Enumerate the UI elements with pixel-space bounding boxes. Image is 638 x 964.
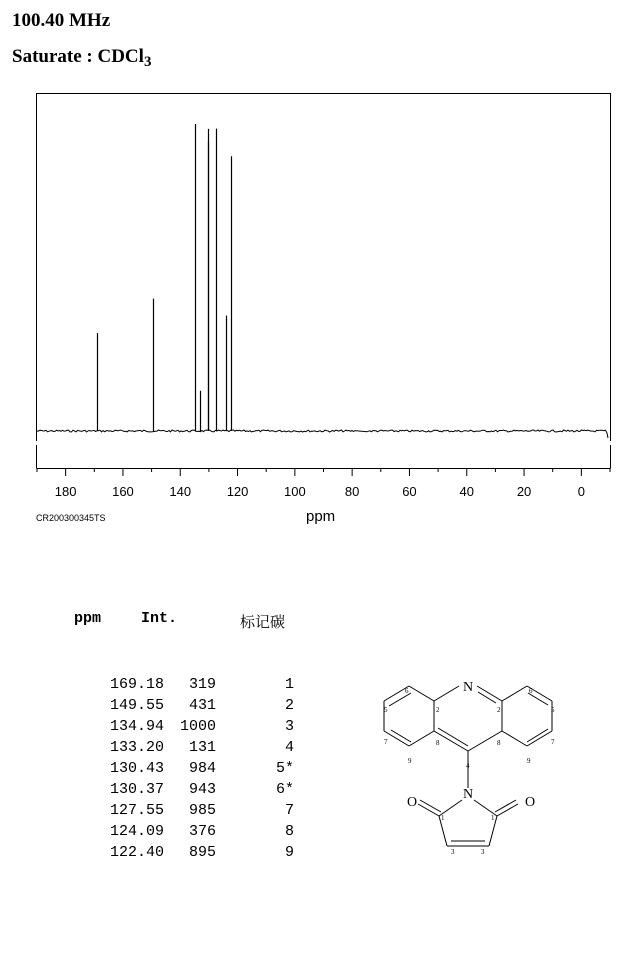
ring-label-3-right: 3 xyxy=(481,848,485,856)
peak-table-row xyxy=(84,802,294,823)
x-tick-label: 40 xyxy=(459,484,474,499)
atom-oxygen-left: O xyxy=(406,795,418,810)
carbon-label: 3 xyxy=(284,718,294,735)
carbon-label: 9 xyxy=(284,844,294,861)
atom-nitrogen-ring: N xyxy=(462,680,474,695)
carbon-label: 8 xyxy=(284,823,294,840)
peak-intensity: 1000 xyxy=(179,718,216,735)
ring-label-5-left: 5 xyxy=(384,706,388,714)
x-tick-label: 60 xyxy=(402,484,417,499)
x-axis-ticks xyxy=(37,469,610,477)
x-tick-label: 100 xyxy=(283,484,306,499)
ring-label-5-right: 5 xyxy=(551,706,555,714)
solvent-name: Saturate : CDCl xyxy=(12,46,144,67)
axis-gap xyxy=(36,441,612,471)
carbon-label: 1 xyxy=(284,676,294,693)
x-axis-tick-labels xyxy=(55,484,585,499)
carbon-label: 6* xyxy=(275,781,294,798)
peak-ppm: 130.43 xyxy=(109,760,164,777)
peak-intensity: 376 xyxy=(188,823,216,840)
peak-intensity: 131 xyxy=(188,739,216,756)
x-tick-label: 120 xyxy=(226,484,249,499)
x-tick-label: 140 xyxy=(169,484,192,499)
ring-label-3-left: 3 xyxy=(451,848,455,856)
spectrum-baseline xyxy=(37,430,608,438)
atom-nitrogen-imide: N xyxy=(462,787,474,802)
ring-label-2-left: 2 xyxy=(436,706,440,714)
solvent-subscript: 3 xyxy=(143,54,152,70)
ring-label-4: 4 xyxy=(466,762,470,770)
x-tick-label: 180 xyxy=(54,484,77,499)
table-header-ppm: ppm xyxy=(74,610,102,627)
x-tick-label: 20 xyxy=(516,484,532,499)
carbon-label: 5* xyxy=(275,760,294,777)
peak-ppm: 169.18 xyxy=(109,676,164,693)
x-axis-label: ppm xyxy=(306,508,336,525)
ring-label-2-right: 2 xyxy=(497,706,501,714)
peak-intensity: 984 xyxy=(188,760,216,777)
ring-label-9-right: 9 xyxy=(527,757,531,765)
peak-ppm: 124.09 xyxy=(109,823,164,840)
peak-table-row xyxy=(84,718,294,739)
ring-label-1-right: 1 xyxy=(491,814,495,822)
table-header-intensity: Int. xyxy=(141,610,178,627)
peak-intensity: 431 xyxy=(188,697,216,714)
ring-label-7-right: 7 xyxy=(551,738,555,746)
spectrum-peaks xyxy=(98,124,232,431)
peak-table-row xyxy=(84,823,294,844)
peak-table-row xyxy=(84,844,294,865)
peak-ppm: 149.55 xyxy=(109,697,164,714)
x-tick-label: 80 xyxy=(344,484,360,499)
peak-ppm: 133.20 xyxy=(109,739,164,756)
peak-intensity: 985 xyxy=(188,802,216,819)
peak-table-row xyxy=(84,739,294,760)
peak-intensity: 319 xyxy=(188,676,216,693)
carbon-label: 7 xyxy=(284,802,294,819)
peak-table-row xyxy=(84,697,294,718)
peak-intensity: 895 xyxy=(188,844,216,861)
x-tick-label: 0 xyxy=(577,484,585,499)
peak-table-row xyxy=(84,760,294,781)
peak-intensity: 943 xyxy=(188,781,216,798)
ring-label-9-left: 9 xyxy=(408,757,412,765)
spectrometer-frequency: 100.40 MHz xyxy=(12,10,111,31)
plot-frame xyxy=(37,94,611,469)
carbon-label: 4 xyxy=(284,739,294,756)
table-header-carbon-label: 标记碳 xyxy=(240,613,286,631)
structure-labels xyxy=(384,680,555,856)
peak-ppm: 127.55 xyxy=(109,802,164,819)
peak-table-row xyxy=(84,676,294,697)
atom-oxygen-right: O xyxy=(524,795,536,810)
sample-code: CR200300345TS xyxy=(36,513,106,523)
peak-ppm: 130.37 xyxy=(109,781,164,798)
molecule-structure xyxy=(360,660,580,870)
ring-label-8-left: 8 xyxy=(436,739,440,747)
ring-label-1-left: 1 xyxy=(441,814,445,822)
x-tick-label: 160 xyxy=(112,484,134,499)
peak-table-row xyxy=(84,781,294,802)
ring-label-6-right: 6 xyxy=(529,687,533,695)
peak-ppm: 122.40 xyxy=(109,844,164,861)
peak-table xyxy=(84,676,294,865)
ring-label-8-right: 8 xyxy=(497,739,501,747)
ring-label-6-left: 6 xyxy=(405,687,409,695)
carbon-label: 2 xyxy=(284,697,294,714)
ring-label-7-left: 7 xyxy=(384,738,388,746)
peak-ppm: 134.94 xyxy=(109,718,164,735)
